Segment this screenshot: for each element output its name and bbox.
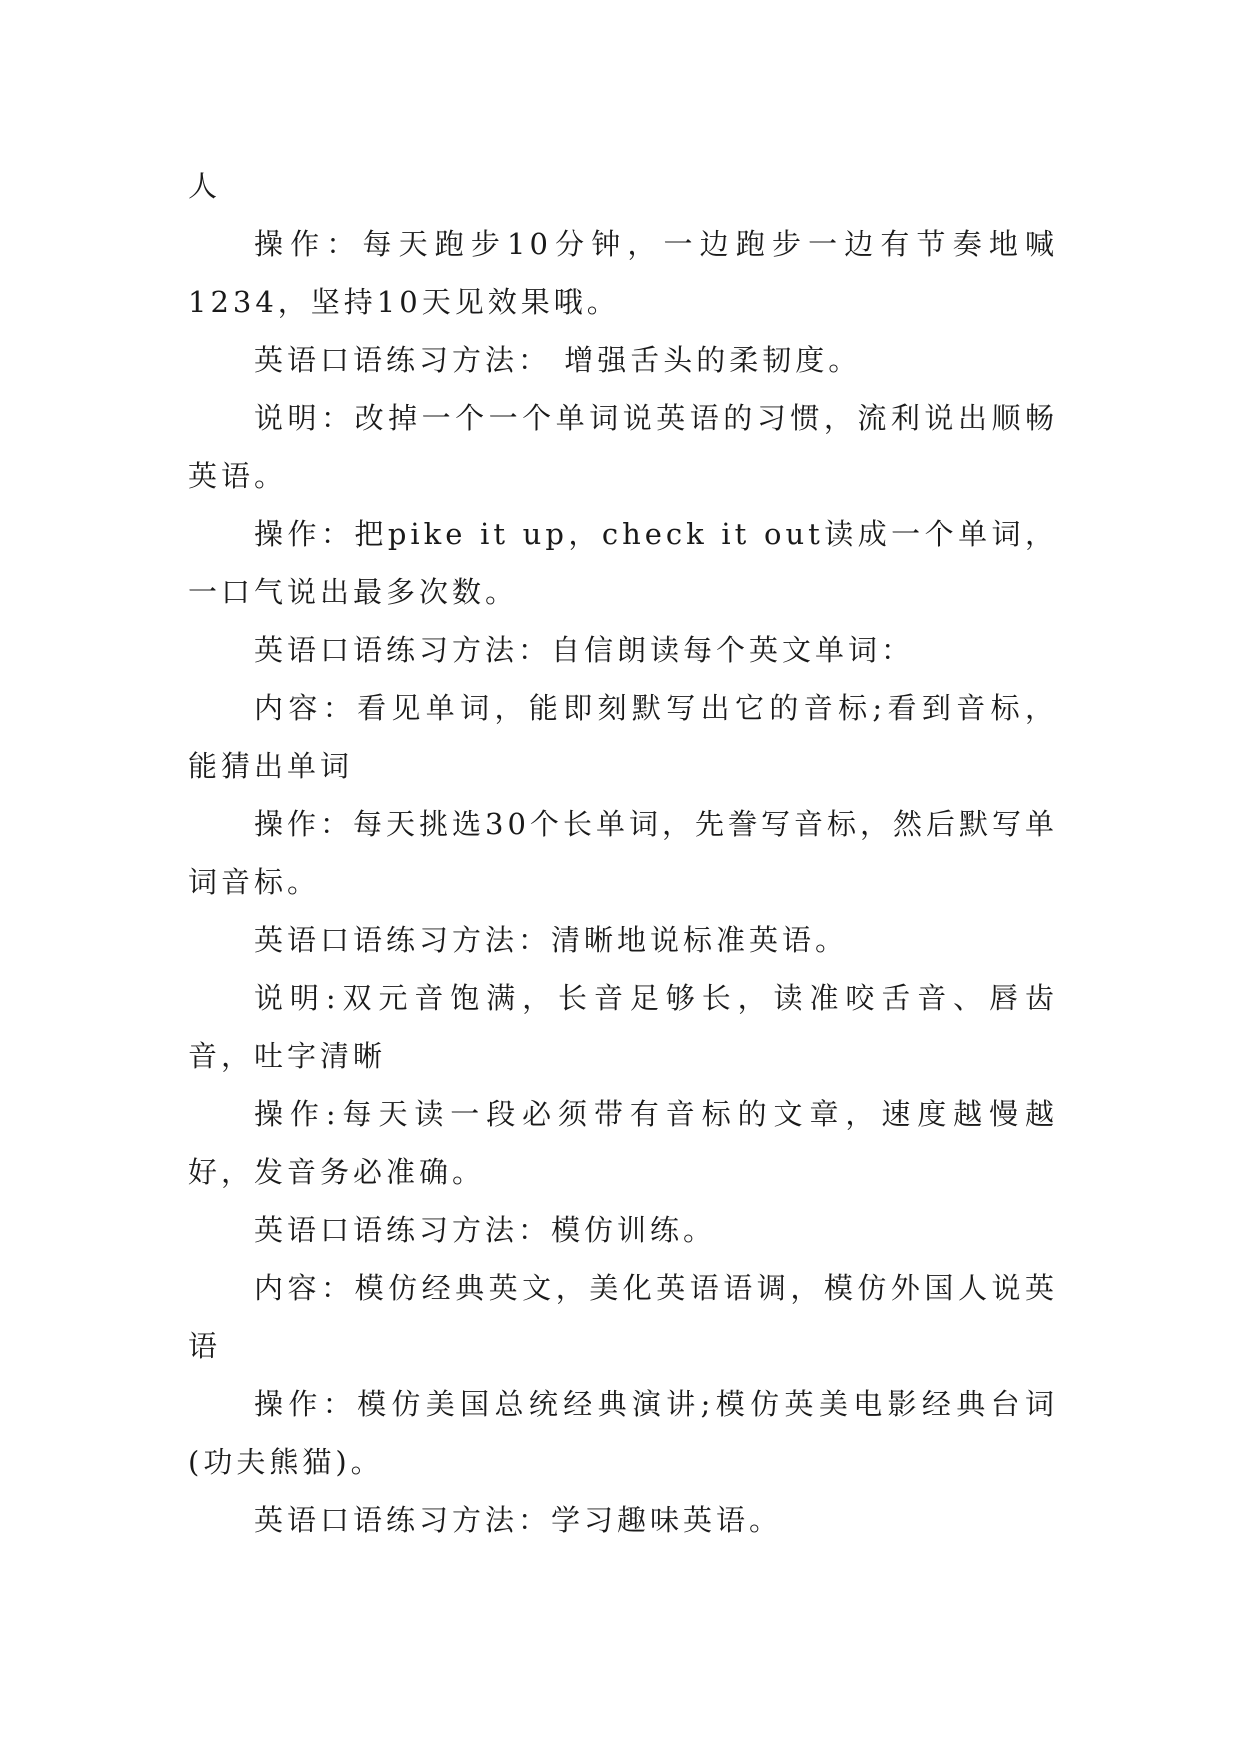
document-body <box>188 157 1058 1549</box>
paragraph: 操作：每天挑选30个长单词，先誊写音标，然后默写单词音标。 <box>188 807 1058 899</box>
paragraph: 内容：看见单词，能即刻默写出它的音标;看到音标，能猜出单词 <box>188 691 1058 783</box>
paragraph: 英语口语练习方法：自信朗读每个英文单词： <box>254 633 915 667</box>
paragraph: 操作:每天读一段必须带有音标的文章，速度越慢越好，发音务必准确。 <box>188 1097 1058 1189</box>
paragraph: 操作：把pike it up，check it out读成一个单词，一口气说出最多次数。 <box>188 517 1058 609</box>
paragraph: 操作：每天跑步10分钟，一边跑步一边有节奏地喊1234，坚持10天见效果哦。 <box>188 227 1058 319</box>
paragraph: 人 <box>188 169 222 203</box>
paragraph: 英语口语练习方法： 增强舌头的柔韧度。 <box>254 343 862 377</box>
paragraph: 说明：改掉一个一个单词说英语的习惯，流利说出顺畅英语。 <box>188 401 1058 493</box>
paragraph: 操作：模仿美国总统经典演讲;模仿英美电影经典台词(功夫熊猫)。 <box>188 1387 1058 1479</box>
paragraph: 说明:双元音饱满，长音足够长，读准咬舌音、唇齿音，吐字清晰 <box>188 981 1058 1073</box>
paragraph: 英语口语练习方法：学习趣味英语。 <box>254 1503 783 1537</box>
paragraph: 英语口语练习方法：模仿训练。 <box>254 1213 717 1247</box>
paragraph: 英语口语练习方法：清晰地说标准英语。 <box>254 923 849 957</box>
paragraph: 内容：模仿经典英文，美化英语语调，模仿外国人说英语 <box>188 1271 1058 1363</box>
